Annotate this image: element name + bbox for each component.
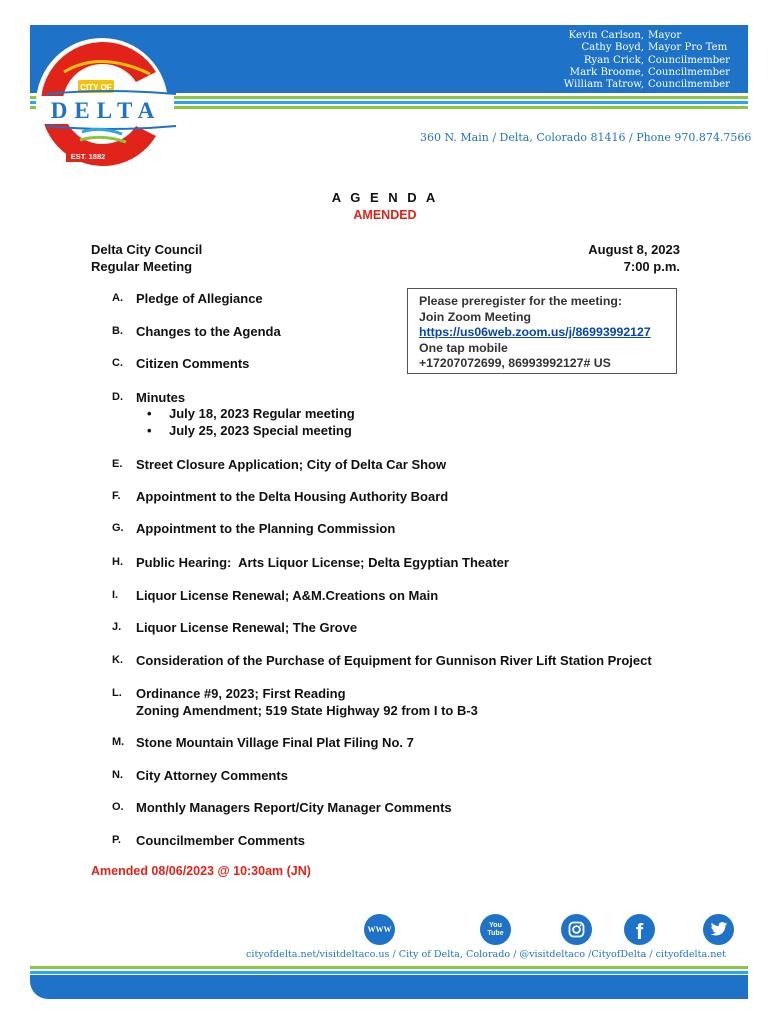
agenda-item: D. Minutes	[112, 390, 186, 405]
zoom-phone: +17207072699, 86993992127# US	[419, 356, 611, 370]
minutes-sub-item: • July 25, 2023 Special meeting	[147, 423, 352, 438]
footer-stripe	[30, 971, 748, 974]
zoom-preregister: Please preregister for the meeting:	[419, 294, 622, 308]
meeting-date: August 8, 2023	[588, 242, 680, 257]
city-address: 360 N. Main / Delta, Colorado 81416 / Phone 970.874.7566	[420, 131, 752, 144]
agenda-item: A. Pledge of Allegiance	[112, 291, 263, 306]
council-member: William Tatrow, Councilmember	[563, 79, 731, 91]
svg-text:DELTA: DELTA	[50, 98, 162, 123]
youtube-icon[interactable]: You Tube	[480, 914, 511, 945]
council-member: Cathy Boyd, Mayor Pro Tem	[581, 42, 728, 54]
agenda-item: H. Public Hearing: Arts Liquor License; Delta Egyptian Theater	[112, 555, 509, 570]
agenda-item: L. Ordinance #9, 2023; First Reading Zoning Amendment; 519 State Highway 92 from I to B-3	[112, 686, 478, 718]
agenda-item: P. Councilmember Comments	[112, 833, 306, 848]
footer-banner	[30, 975, 748, 999]
minutes-sub-item: • July 18, 2023 Regular meeting	[147, 406, 355, 421]
instagram-icon[interactable]	[561, 914, 592, 945]
www-icon[interactable]: WWW	[364, 914, 395, 945]
agenda-item: C. Citizen Comments	[112, 356, 250, 371]
facebook-icon[interactable]: f	[624, 914, 655, 945]
agenda-item: M. Stone Mountain Village Final Plat Filing No. 7	[112, 735, 414, 750]
agenda-item: K. Consideration of the Purchase of Equipment for Gunnison River Lift Station Project	[112, 653, 652, 668]
agenda-item: G. Appointment to the Planning Commission	[112, 521, 396, 536]
agenda-item: O. Monthly Managers Report/City Manager Comments	[112, 800, 452, 815]
agenda-item: E. Street Closure Application; City of Delta Car Show	[112, 457, 447, 472]
agenda-item: N. City Attorney Comments	[112, 768, 288, 783]
zoom-link[interactable]: https://us06web.zoom.us/j/86993992127	[419, 325, 651, 339]
council-name: Delta City Council	[91, 242, 203, 257]
agenda-item: B. Changes to the Agenda	[112, 324, 281, 339]
agenda-item: J. Liquor License Renewal; The Grove	[112, 620, 358, 635]
svg-text:CITY OF: CITY OF	[80, 83, 112, 92]
meeting-body	[91, 241, 202, 275]
twitter-icon[interactable]	[703, 914, 734, 945]
footer-stripe	[30, 966, 748, 969]
svg-text:EST. 1882: EST. 1882	[70, 152, 106, 161]
agenda-item: F. Appointment to the Delta Housing Authority Board	[112, 489, 449, 504]
meeting-type: Regular Meeting	[91, 259, 193, 274]
meeting-datetime	[520, 241, 680, 275]
agenda-item: I. Liquor License Renewal; A&M.Creations on Main	[112, 588, 439, 603]
zoom-join: Join Zoom Meeting	[419, 309, 532, 324]
agenda-title: A G E N D A	[331, 190, 439, 205]
council-member: Mark Broome, Councilmember	[569, 66, 731, 78]
council-list	[520, 30, 730, 91]
zoom-one-tap: One tap mobile	[419, 340, 508, 355]
council-member: Ryan Crick, Councilmember	[583, 54, 731, 66]
council-member: Kevin Carlson, Mayor	[568, 30, 682, 41]
amended-note: Amended 08/06/2023 @ 10:30am (JN)	[91, 864, 311, 878]
amended-label: AMENDED	[353, 208, 417, 222]
city-logo	[30, 32, 180, 172]
meeting-time: 7:00 p.m.	[623, 259, 680, 274]
zoom-info-box	[407, 288, 677, 374]
footer-links: cityofdelta.net/visitdeltaco.us / City of Delta, Colorado / @visitdeltaco /CityofDelta / cityofdelta.net	[246, 949, 726, 960]
